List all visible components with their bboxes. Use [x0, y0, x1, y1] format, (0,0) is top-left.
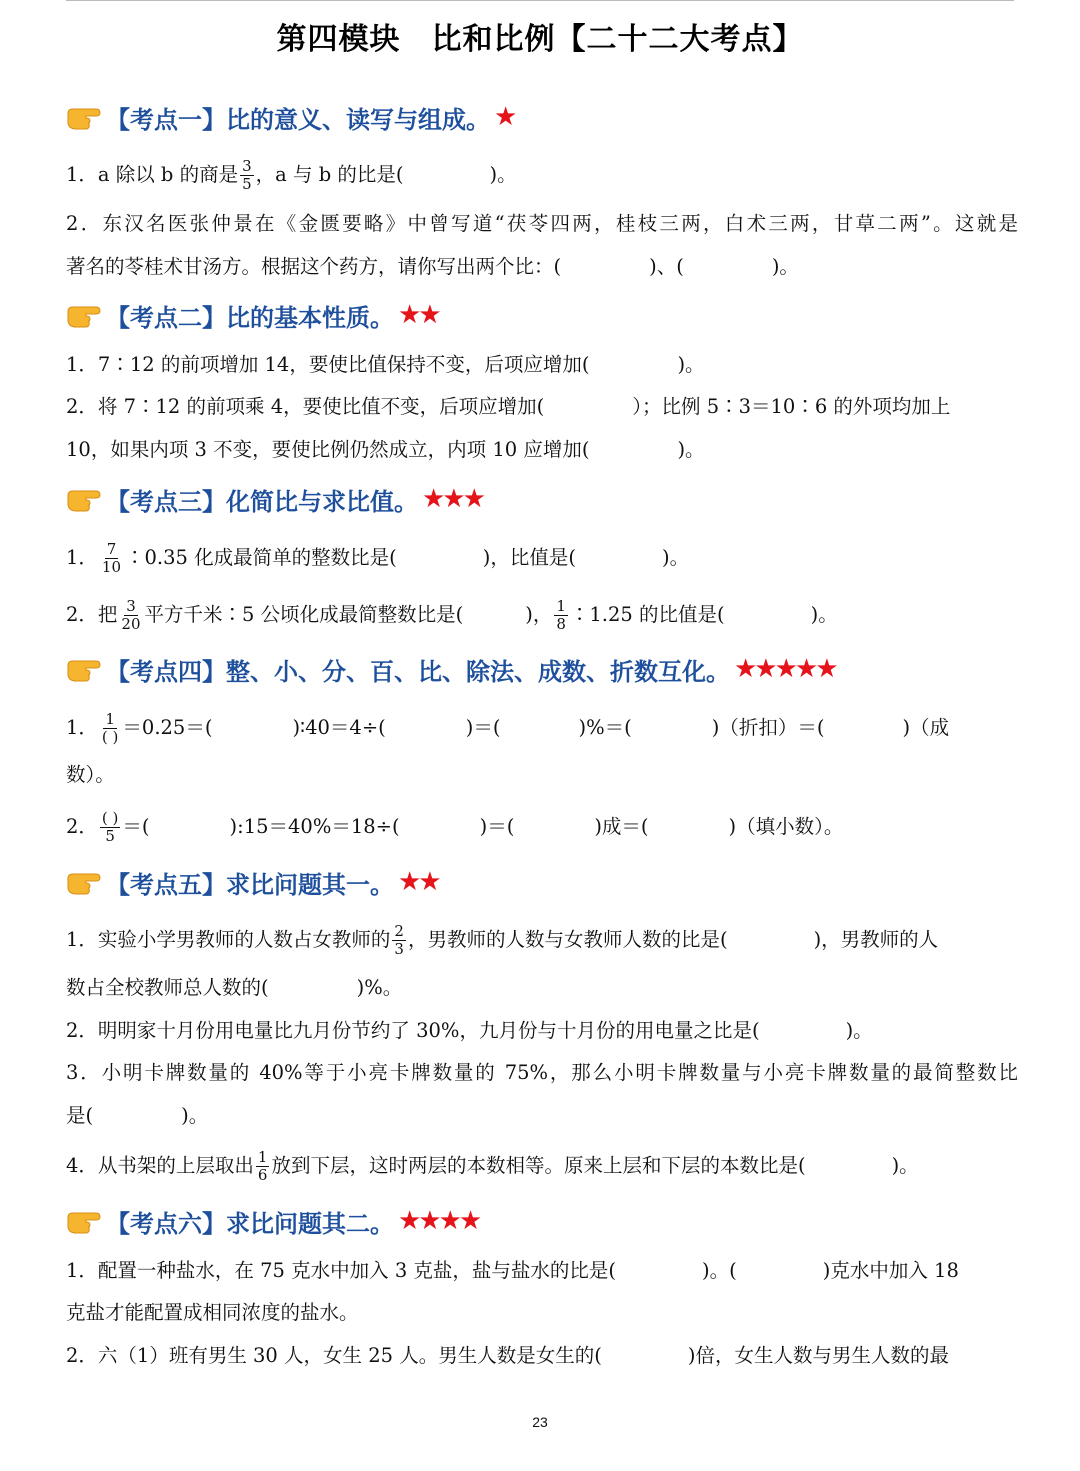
difficulty-stars: ★★★★	[398, 1206, 480, 1236]
difficulty-stars: ★★★	[422, 484, 483, 514]
section-header-2	[66, 295, 439, 335]
difficulty-stars: ★★★★★	[734, 654, 836, 684]
section-header-3	[66, 479, 483, 519]
question-3-1: 1． $\frac{7}{10}$ ∶0.35 化成最简单的整数比是( )，比值是( )。	[66, 540, 690, 576]
pointing-hand-icon	[66, 653, 102, 685]
question-6-2: 2．六（1）班有男生 30 人，女生 25 人。男生人数是女生的( )倍，女生人数与男生人数的最	[66, 1344, 949, 1367]
pointing-hand-icon	[66, 101, 102, 133]
question-1-1: 1．a 除以 b 的商是 $\frac{3}{5}$ ，a 与 b 的比是( )。	[66, 157, 517, 193]
question-4-1-line2: 数）。	[66, 763, 115, 786]
fraction: $\frac{1}{( )}$	[101, 710, 119, 746]
section-header-6	[66, 1201, 479, 1241]
question-2-2-line1: 2．将 7∶12 的前项乘 4，要使比值不变，后项应增加( ）；比例 5∶3＝10∶6 的外项均加上	[66, 395, 951, 418]
page-title: 第四模块 比和比例【二十二大考点】	[276, 22, 804, 57]
question-1-2-line2: 著名的苓桂术甘汤方。根据这个药方，请你写出两个比：( )、( )。	[66, 255, 799, 278]
question-4-1-line1: 1． $\frac{1}{( )}$ ＝0.25＝( )∶40＝4÷( )＝( )%＝( )（折扣）＝( )（成	[66, 710, 950, 746]
question-3-2: 2．把 $\frac{3}{20}$ 平方千米∶5 公顷化成最简整数比是( )， $\frac{1}{8}$ ∶1.25 的比值是( )。	[66, 597, 838, 633]
fraction: $\frac{3}{5}$	[242, 157, 252, 193]
section-title: 【考点五】求比问题其一。	[106, 870, 394, 899]
page-number: 23	[532, 1414, 548, 1430]
fraction: $\frac{2}{3}$	[394, 922, 404, 958]
question-1-2-line1: 2．东汉名医张仲景在《金匮要略》中曾写道“茯苓四两，桂枝三两，白术三两，甘草二两”。这就是	[66, 212, 1018, 235]
pointing-hand-icon	[66, 299, 102, 331]
pointing-hand-icon	[66, 483, 102, 515]
difficulty-stars: ★★	[398, 867, 439, 897]
section-title: 【考点一】比的意义、读写与组成。	[106, 105, 490, 134]
question-2-2-line2: 10，如果内项 3 不变，要使比例仍然成立，内项 10 应增加( )。	[66, 438, 705, 461]
question-6-1-line1: 1．配置一种盐水，在 75 克水中加入 3 克盐，盐与盐水的比是( )。( )克水中加入 18	[66, 1259, 959, 1282]
fraction: $\frac{3}{20}$	[121, 597, 141, 633]
question-5-3-line2: 是( )。	[66, 1104, 209, 1127]
top-rule	[66, 0, 1014, 1]
question-5-4: 4．从书架的上层取出 $\frac{1}{6}$ 放到下层，这时两层的本数相等。原来上层和下层的本数比是( )。	[66, 1148, 919, 1184]
question-5-1-line1: 1．实验小学男教师的人数占女教师的 $\frac{2}{3}$ ，男教师的人数与女教师人数的比是( )，男教师的人	[66, 922, 939, 958]
section-title: 【考点六】求比问题其二。	[106, 1209, 394, 1238]
fraction: $\frac{1}{6}$	[257, 1148, 268, 1184]
fraction: $\frac{7}{10}$	[101, 540, 122, 576]
section-header-5	[66, 862, 439, 902]
fraction: $\frac{( )}{5}$	[101, 809, 119, 845]
pointing-hand-icon	[66, 1205, 102, 1237]
question-5-3-line1: 3．小明卡牌数量的 40%等于小亮卡牌数量的 75%，那么小明卡牌数量与小亮卡牌数量的最简整数比	[66, 1061, 1018, 1084]
section-header-1	[66, 97, 514, 137]
difficulty-stars: ★★	[398, 300, 439, 330]
section-header-4	[66, 649, 836, 689]
section-title: 【考点二】比的基本性质。	[106, 303, 394, 332]
difficulty-stars: ★	[494, 102, 515, 132]
question-4-2: 2． $\frac{( )}{5}$ ＝( ):15＝40%＝18÷( )＝( )成＝( )（填小数）。	[66, 809, 844, 845]
section-title: 【考点三】化简比与求比值。	[106, 487, 418, 516]
question-2-1: 1．7∶12 的前项增加 14，要使比值保持不变，后项应增加( )。	[66, 353, 705, 376]
question-6-1-line2: 克盐才能配置成相同浓度的盐水。	[66, 1301, 359, 1324]
question-5-2: 2．明明家十月份用电量比九月份节约了 30%，九月份与十月份的用电量之比是( )。	[66, 1019, 873, 1042]
question-5-1-line2: 数占全校教师总人数的( )%。	[66, 976, 403, 999]
pointing-hand-icon	[66, 866, 102, 898]
fraction: $\frac{1}{8}$	[556, 597, 566, 633]
section-title: 【考点四】整、小、分、百、比、除法、成数、折数互化。	[106, 657, 730, 686]
